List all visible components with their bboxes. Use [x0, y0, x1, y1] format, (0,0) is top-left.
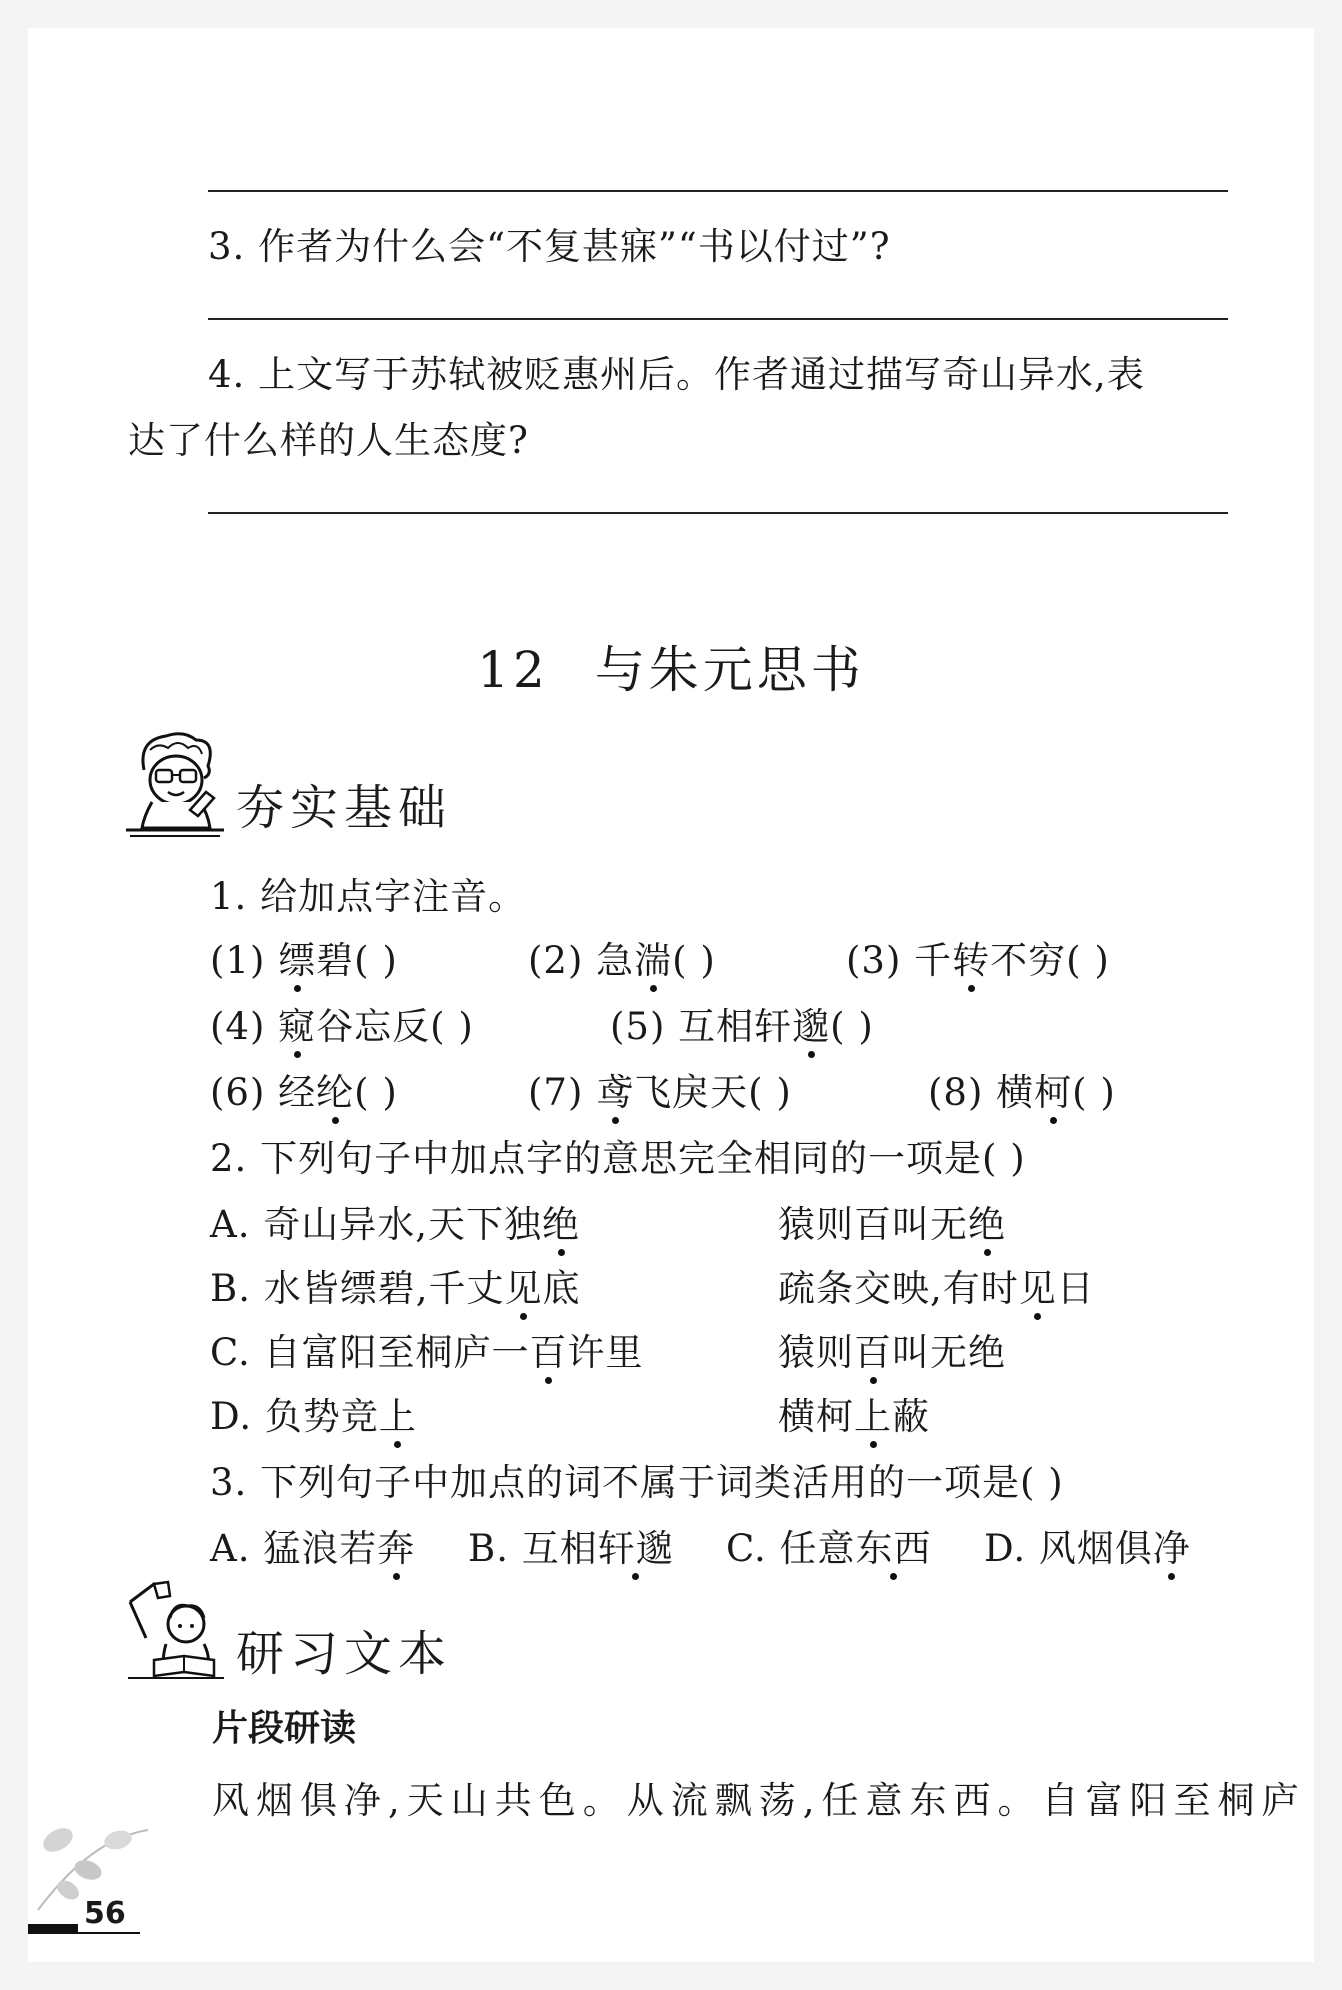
- dotted-char: 鸢: [596, 1062, 634, 1116]
- page-number: 56: [84, 1896, 126, 1931]
- passage-text: 风烟俱净,天山共色。从流飘荡,任意东西。自富阳至桐庐: [212, 1779, 1306, 1822]
- dotted-char: 转: [952, 930, 990, 984]
- question-4-line-2: 达了什么样的人生态度?: [128, 419, 529, 462]
- question-1-prompt: 1. 给加点字注音。: [210, 875, 527, 918]
- teacher-cartoon-icon: [124, 730, 228, 838]
- pinyin-item-3: (3) 千转不穷( ): [846, 930, 1110, 984]
- q3-option-a: A. 猛浪若奔: [210, 1518, 415, 1572]
- page-number-bar: [28, 1924, 78, 1934]
- answer-line: [208, 512, 1228, 514]
- answer-line: [208, 318, 1228, 320]
- q2-option-b-right: 疏条交映,有时见日: [778, 1258, 1095, 1312]
- question-2-prompt: 2. 下列句子中加点字的意思完全相同的一项是( ): [210, 1137, 1026, 1180]
- q2-option-b-left: B. 水皆缥碧,千丈见底: [210, 1258, 580, 1312]
- dotted-char: 纶: [316, 1062, 354, 1116]
- q2-option-d-left: D. 负势竞上: [210, 1386, 417, 1440]
- lesson-title: [0, 630, 1342, 702]
- dotted-char: 邈: [792, 996, 830, 1050]
- dotted-char: 百: [530, 1322, 568, 1376]
- dotted-char: 百: [854, 1322, 892, 1376]
- q2-option-c-right: 猿则百叫无绝: [778, 1322, 1006, 1376]
- subheading: 片段研读: [212, 1708, 357, 1749]
- dotted-char: 净: [1153, 1518, 1191, 1572]
- q2-option-d-right: 横柯上蔽: [778, 1386, 930, 1440]
- question-3: 3. 作者为什么会“不复甚寐”“书以付过”?: [208, 225, 891, 268]
- question-3-prompt: 3. 下列句子中加点的词不属于词类活用的一项是( ): [210, 1461, 1064, 1504]
- pinyin-item-8: (8) 横柯( ): [928, 1062, 1116, 1116]
- lesson-name: 与朱元思书: [594, 641, 865, 699]
- pinyin-item-1: (1) 缥碧( ): [210, 930, 398, 984]
- pinyin-item-5: (5) 互相轩邈( ): [610, 996, 874, 1050]
- dotted-char: 轩邈: [598, 1518, 674, 1572]
- q3-option-d: D. 风烟俱净: [984, 1518, 1191, 1572]
- q3-option-c: C. 任意东西: [726, 1518, 932, 1572]
- pinyin-item-2: (2) 急湍( ): [528, 930, 716, 984]
- question-4-line-1: 4. 上文写于苏轼被贬惠州后。作者通过描写奇山异水,表: [208, 353, 1145, 396]
- page-number-rule: [78, 1932, 140, 1934]
- dotted-char: 绝: [542, 1194, 580, 1248]
- dotted-char: 窥: [278, 996, 316, 1050]
- dotted-char: 湍: [634, 930, 672, 984]
- section-heading-label: 夯实基础: [236, 780, 453, 836]
- dotted-char: 见: [1019, 1258, 1057, 1312]
- dotted-char: 奔: [377, 1518, 415, 1572]
- pinyin-item-4: (4) 窥谷忘反( ): [210, 996, 474, 1050]
- dotted-char: 上: [854, 1386, 892, 1440]
- q2-option-a-left: A. 奇山异水,天下独绝: [210, 1194, 580, 1248]
- dotted-char: 绝: [968, 1194, 1006, 1248]
- section-heading-label: 研习文本: [236, 1626, 453, 1682]
- pinyin-item-6: (6) 经纶( ): [210, 1062, 398, 1116]
- dotted-char: 缥: [278, 930, 316, 984]
- q2-option-a-right: 猿则百叫无绝: [778, 1194, 1006, 1248]
- dotted-char: 见: [504, 1258, 542, 1312]
- pinyin-item-7: (7) 鸢飞戾天( ): [528, 1062, 792, 1116]
- q3-option-b: B. 互相轩邈: [468, 1518, 674, 1572]
- lesson-number: 12: [477, 641, 549, 699]
- student-reading-icon: [124, 1580, 228, 1684]
- dotted-char: 东西: [856, 1518, 932, 1572]
- dotted-char: 柯: [1034, 1062, 1072, 1116]
- section-heading-basics: [124, 730, 452, 838]
- section-heading-study-text: [124, 1580, 452, 1684]
- answer-line: [208, 190, 1228, 192]
- q2-option-c-left: C. 自富阳至桐庐一百许里: [210, 1322, 644, 1376]
- dotted-char: 上: [379, 1386, 417, 1440]
